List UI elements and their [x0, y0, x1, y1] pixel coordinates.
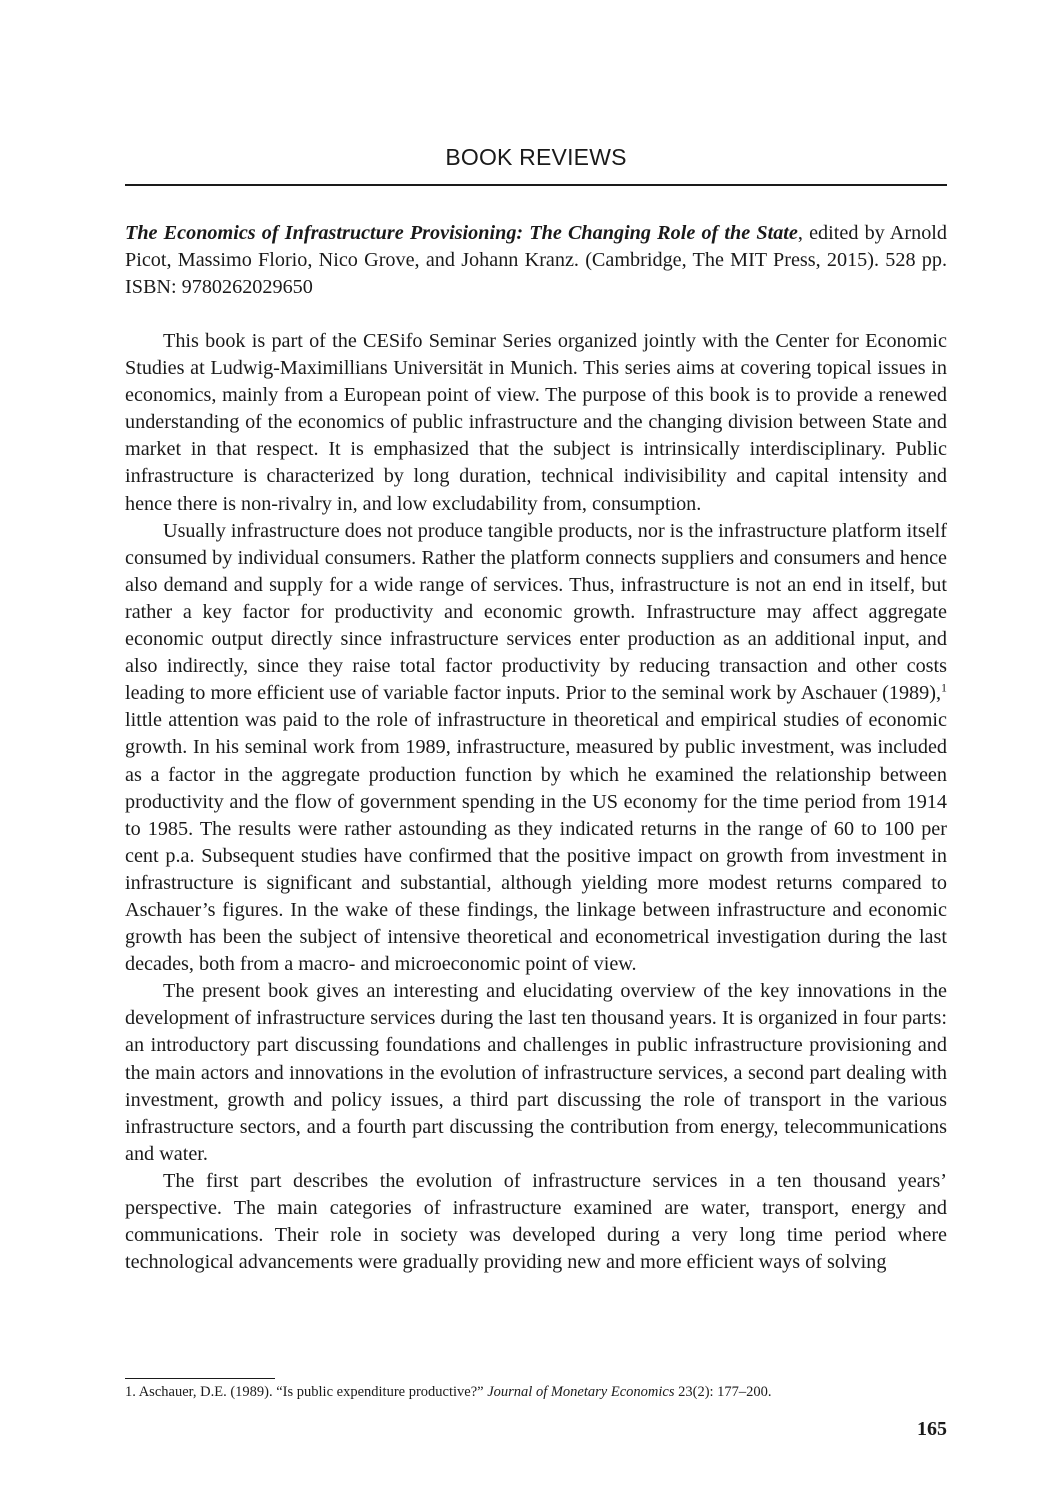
heading-rule [125, 184, 947, 186]
footnote-rule [125, 1378, 275, 1379]
footnote-text: 23(2): 177–200. [674, 1384, 772, 1400]
body-paragraph [125, 518, 947, 979]
body-paragraph: The first part describes the evolution of infrastructure services in a ten thousand years’ perspective. The main categories of infrastructure examined are water, transport, energy and communications. Their role in society was developed during a very long time period where technological advancements were gradually providing new and more efficient ways of solving [125, 1169, 947, 1274]
review-body [125, 328, 947, 1276]
footnote-text: Aschauer, D.E. (1989). “Is public expenditure productive?” [138, 1384, 488, 1400]
body-paragraph: The present book gives an interesting and elucidating overview of the key innovations in the development of infrastructure services during the last ten thousand years. It is organized in four parts: an introductory part discussing foundations and challenges in public infrastructure provisioning and the main actors and innovations in the evolution of infrastructure services, a second part dealing with investment, growth and policy issues, a third part discussing the role of transport in the various infrastructure sectors, and a fourth part discussing the contribution from energy, telecommunications and water. [125, 980, 947, 1165]
book-citation [125, 220, 947, 301]
paragraph-text: Usually infrastructure does not produce tangible products, nor is the infrastructure platform itself consumed by individual consumers. Rather the platform connects suppliers and consumers and hence also demand and supply for a wide range of services. Thus, infrastructure is not an end in itself, but rather a key factor for productivity and economic growth. Infrastructure may affect aggregate economic output directly since infrastructure services enter production as an additional input, and also indirectly, since they raise total factor productivity by reducing transaction and other costs leading to more efficient use of variable factor inputs. Prior to the seminal work by Aschauer (1989), [125, 519, 947, 705]
body-paragraph: This book is part of the CESifo Seminar Series organized jointly with the Center for Economic Studies at Ludwig-Maximillians Universität in Munich. This series aims at covering topical issues in economics, mainly from a European point of view. The purpose of this book is to provide a renewed understanding of the economics of public infrastructure and the changing division between State and market in that respect. It is emphasized that the subject is intrinsically interdisciplinary. Public infrastructure is characterized by long duration, technical indivisibility and capital intensity and hence there is non-rivalry in, and low excludability from, consumption. [125, 330, 947, 515]
book-review-page [125, 0, 947, 1500]
footnote-reference[interactable]: 1 [941, 680, 947, 695]
section-heading: BOOK REVIEWS [445, 144, 627, 170]
page-number: 165 [917, 1418, 947, 1440]
footnote [125, 1382, 947, 1402]
citation-details: , edited by Arnold Picot, Massimo Florio, Nico Grove, and Johann Kranz. (Cambridge, The MIT Press, 2015). 528 pp. ISBN: 9780262029650 [125, 222, 947, 298]
footnote-number: 1. [125, 1384, 136, 1400]
paragraph-text: little attention was paid to the role of infrastructure in theoretical and empirical studies of economic growth. In his seminal work from 1989, infrastructure, measured by public investment, was included as a factor in the aggregate production function by which he examined the relationship between productivity and the flow of government spending in the US economy for the time period from 1914 to 1985. The results were rather astounding as they indicated returns in the range of 60 to 100 per cent p.a. Subsequent studies have confirmed that the positive impact on growth from investment in infrastructure is significant and substantial, although yielding more modest returns compared to Aschauer’s figures. In the wake of these findings, the linkage between infrastructure and economic growth has been the subject of intensive theoretical and econometrical investigation during the last decades, both from a macro- and microeconomic point of view. [125, 709, 947, 976]
footnote-journal: Journal of Monetary Economics [487, 1384, 675, 1400]
book-title: The Economics of Infrastructure Provisioning: The Changing Role of the State [125, 222, 798, 244]
